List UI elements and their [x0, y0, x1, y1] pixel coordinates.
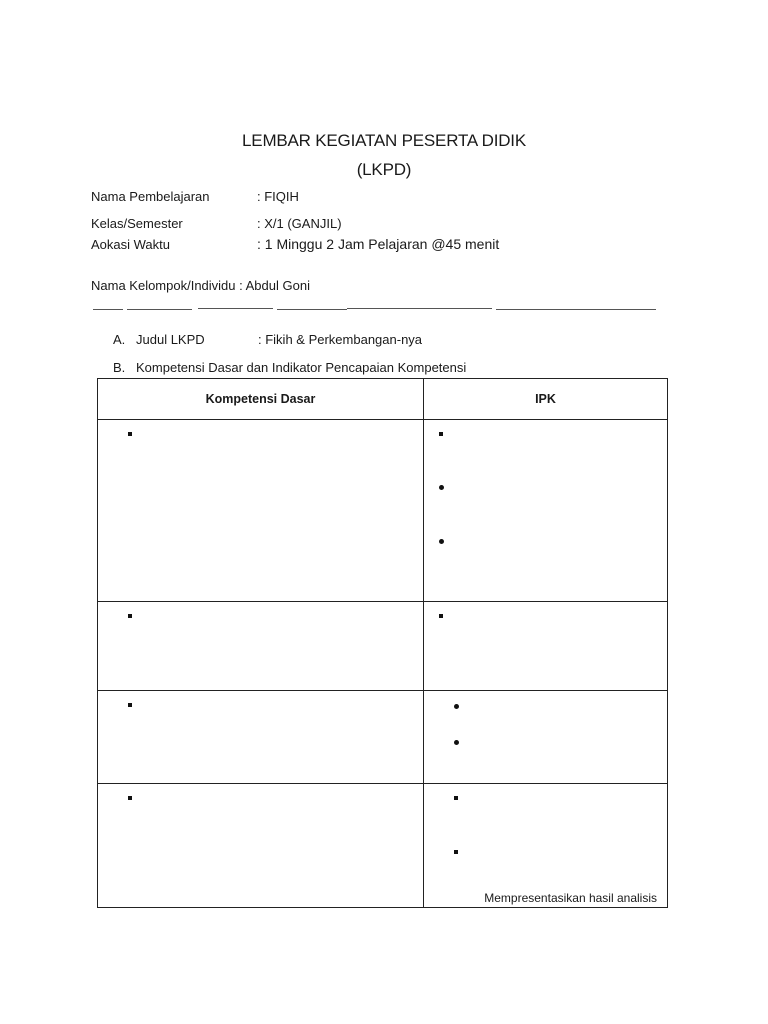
- ipk-cell[interactable]: [424, 691, 668, 784]
- square-bullet-icon: [128, 426, 132, 438]
- ipk-cell[interactable]: [424, 602, 668, 691]
- round-bullet-icon: [454, 735, 459, 747]
- nama-pembelajaran-value: : FIQIH: [257, 189, 299, 204]
- document-subtitle: (LKPD): [356, 160, 412, 179]
- kompetensi-table: [97, 378, 668, 908]
- table-row: [98, 691, 668, 784]
- ipk-cell[interactable]: [424, 420, 668, 602]
- header-ipk: IPK: [424, 379, 668, 420]
- table-row: [98, 602, 668, 691]
- square-bullet-icon: [128, 790, 132, 802]
- section-a-value: : Fikih & Perkembangan-nya: [258, 332, 423, 347]
- kd-cell[interactable]: [98, 691, 424, 784]
- section-b-label: Kompetensi Dasar dan Indikator Pencapaian Kompetensi: [136, 360, 467, 375]
- square-bullet-icon: [439, 608, 443, 620]
- document-title: LEMBAR KEGIATAN PESERTA DIDIK: [242, 131, 526, 150]
- section-a-label: Judul LKPD: [136, 332, 205, 347]
- round-bullet-icon: [439, 534, 444, 546]
- alokasi-waktu-value: : 1 Minggu 2 Jam Pelajaran @45 menit: [257, 236, 500, 252]
- kelas-semester-label: Kelas/Semester: [91, 216, 183, 231]
- round-bullet-icon: [454, 699, 459, 711]
- square-bullet-icon: [454, 790, 458, 802]
- header-kompetensi-dasar: Kompetensi Dasar: [98, 379, 424, 420]
- nama-pembelajaran-label: Nama Pembelajaran: [91, 189, 210, 204]
- section-b-marker: B.: [113, 360, 126, 375]
- square-bullet-icon: [454, 844, 458, 856]
- square-bullet-icon: [439, 426, 443, 438]
- ipk-note: Mempresentasikan hasil analisis: [484, 891, 657, 905]
- square-bullet-icon: [128, 697, 132, 709]
- table-row: [98, 420, 668, 602]
- table-row: [98, 784, 668, 908]
- square-bullet-icon: [128, 608, 132, 620]
- nama-kelompok: Nama Kelompok/Individu : Abdul Goni: [91, 278, 310, 293]
- table-header-row: [98, 379, 668, 420]
- kd-cell[interactable]: [98, 420, 424, 602]
- ipk-cell[interactable]: [424, 784, 668, 908]
- kd-cell[interactable]: [98, 784, 424, 908]
- kelas-semester-value: : X/1 (GANJIL): [257, 216, 342, 231]
- kd-cell[interactable]: [98, 602, 424, 691]
- section-a-marker: A.: [113, 332, 126, 347]
- alokasi-waktu-label: Aokasi Waktu: [91, 237, 170, 252]
- round-bullet-icon: [439, 480, 444, 492]
